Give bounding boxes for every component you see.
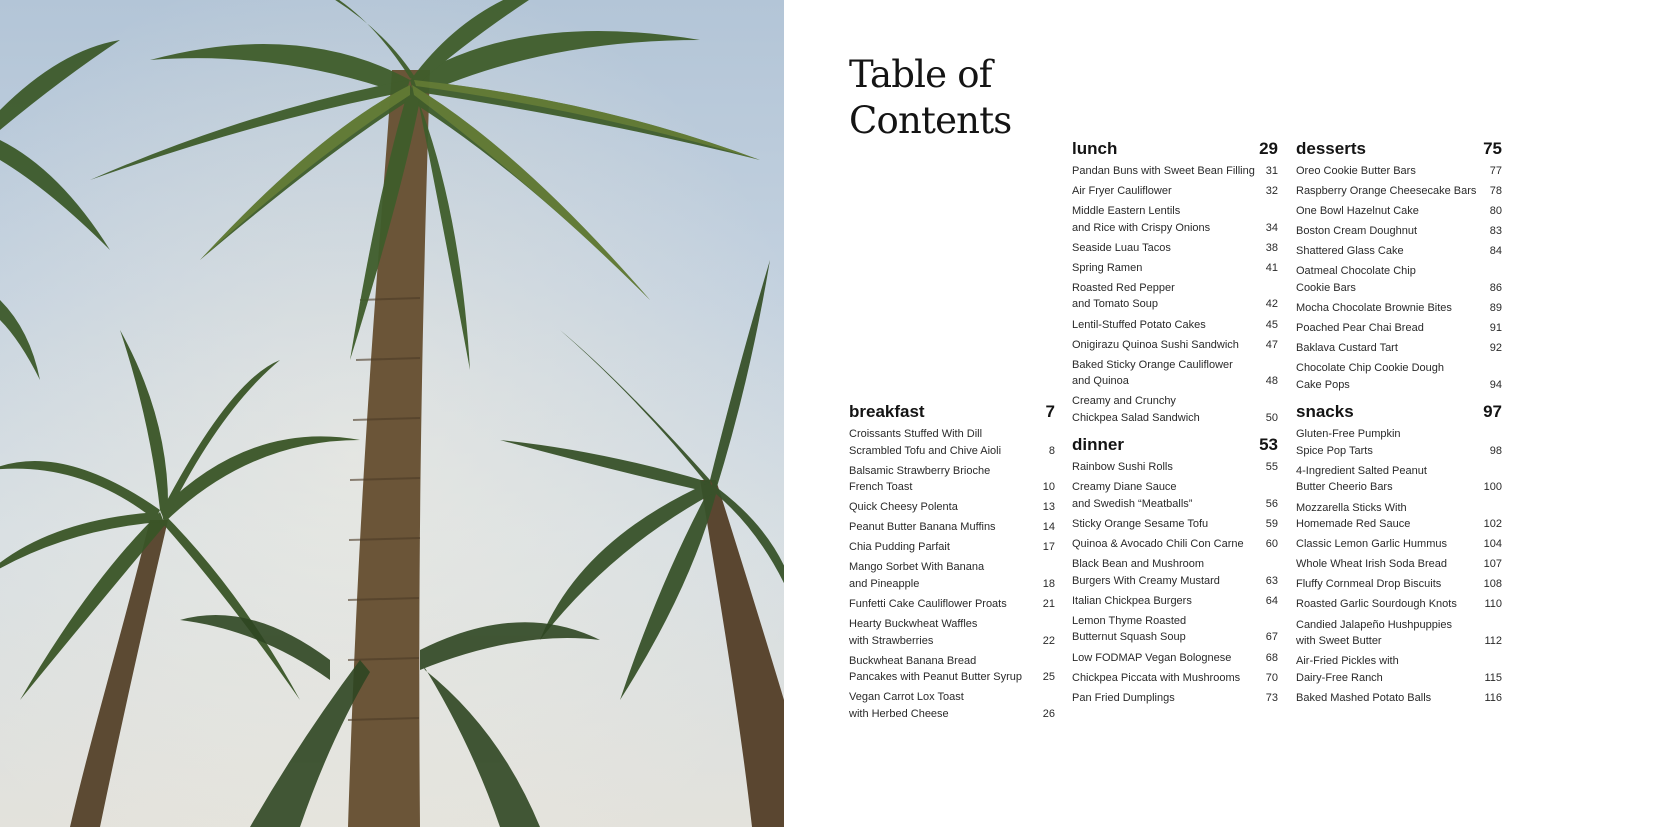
entry-page: 104 <box>1483 538 1502 551</box>
page-title <box>849 52 1011 144</box>
toc-entry[interactable] <box>849 539 1055 556</box>
section-title: dinner <box>1072 435 1124 455</box>
entry-page: 41 <box>1265 261 1278 274</box>
entry-page: 86 <box>1489 281 1502 294</box>
toc-entry[interactable] <box>1072 459 1278 476</box>
entry-page: 94 <box>1489 378 1502 391</box>
entry-page: 25 <box>1042 671 1055 684</box>
entry-page: 60 <box>1265 538 1278 551</box>
entry-page: 83 <box>1489 225 1502 238</box>
column-lunch-dinner <box>1072 137 1278 710</box>
toc-entry[interactable] <box>1072 593 1278 610</box>
entry-name: Buckwheat Banana Bread Pancakes with Peanut Butter Syrup <box>849 654 1023 684</box>
toc-entry[interactable] <box>849 653 1055 686</box>
entry-name: Quinoa & Avocado Chili Con Carne <box>1072 538 1244 551</box>
section-breakfast <box>849 400 1055 726</box>
entry-page: 108 <box>1483 578 1502 591</box>
toc-entry[interactable] <box>1072 613 1278 646</box>
entry-page: 67 <box>1265 631 1278 644</box>
entry-page: 110 <box>1484 598 1502 611</box>
entry-name: Hearty Buckwheat Waffles with Strawberries <box>849 618 978 647</box>
toc-entry[interactable] <box>849 463 1055 496</box>
section-heading <box>1072 433 1278 457</box>
toc-entry[interactable] <box>1072 260 1278 277</box>
entry-name: Chocolate Chip Cookie Dough Cake Pops <box>1296 362 1444 391</box>
toc-entry[interactable] <box>1296 223 1502 240</box>
toc-entry[interactable] <box>1296 576 1502 593</box>
toc-entry[interactable] <box>849 559 1055 592</box>
toc-entry[interactable] <box>1296 320 1502 337</box>
entry-name: Lemon Thyme Roasted Butternut Squash Soup <box>1072 614 1187 644</box>
entry-name: Air Fryer Cauliflower <box>1072 185 1172 198</box>
entry-page: 92 <box>1489 342 1502 355</box>
entry-page: 91 <box>1489 322 1502 335</box>
entry-page: 115 <box>1484 671 1502 684</box>
entry-name: Candied Jalapeño Hushpuppies with Sweet Butter <box>1296 618 1452 647</box>
entry-page: 34 <box>1265 221 1278 234</box>
entry-page: 59 <box>1265 518 1278 531</box>
entry-page: 80 <box>1489 205 1502 218</box>
toc-entry[interactable] <box>1296 426 1502 459</box>
toc-entry[interactable] <box>1296 500 1502 533</box>
entry-name: Rainbow Sushi Rolls <box>1072 461 1173 474</box>
toc-entry[interactable] <box>849 616 1055 649</box>
entry-page: 63 <box>1265 574 1278 587</box>
entry-name: Balsamic Strawberry Brioche French Toast <box>849 464 991 494</box>
entry-name: Gluten-Free Pumpkin Spice Pop Tarts <box>1296 428 1401 457</box>
toc-entry[interactable] <box>1072 183 1278 200</box>
entry-name: Roasted Garlic Sourdough Knots <box>1296 598 1457 611</box>
toc-entry[interactable] <box>1072 203 1278 236</box>
toc-entry[interactable] <box>849 499 1055 516</box>
entry-name: Croissants Stuffed With Dill Scrambled Tofu and Chive Aioli <box>849 428 1002 457</box>
entry-page: 10 <box>1042 481 1055 494</box>
entry-name: Roasted Red Pepper and Tomato Soup <box>1072 281 1175 311</box>
entry-name: Shattered Glass Cake <box>1296 245 1404 258</box>
toc-entry[interactable] <box>1296 263 1502 296</box>
entry-name: Mozzarella Sticks With Homemade Red Sauce <box>1296 501 1411 531</box>
entry-page: 14 <box>1042 521 1055 534</box>
entry-name: Boston Cream Doughnut <box>1296 225 1418 238</box>
entry-page: 73 <box>1265 691 1278 704</box>
entry-name: Creamy Diane Sauce and Swedish “Meatballs” <box>1072 481 1193 510</box>
section-title: breakfast <box>849 402 925 421</box>
entry-page: 98 <box>1489 444 1502 457</box>
entry-name: Baked Mashed Potato Balls <box>1296 691 1432 704</box>
entry-page: 55 <box>1265 461 1278 474</box>
toc-entry[interactable] <box>1296 653 1502 686</box>
entry-name: Chia Pudding Parfait <box>849 541 950 554</box>
toc-entry[interactable] <box>1296 690 1502 707</box>
toc-entry[interactable] <box>1072 337 1278 354</box>
entry-page: 22 <box>1042 634 1055 647</box>
entry-page: 48 <box>1265 375 1278 388</box>
entry-name: Mocha Chocolate Brownie Bites <box>1296 302 1452 315</box>
entry-name: Classic Lemon Garlic Hummus <box>1296 538 1447 551</box>
entry-name: Creamy and Crunchy Chickpea Salad Sandwich <box>1072 395 1200 424</box>
toc-entry[interactable] <box>1072 479 1278 512</box>
toc-entry[interactable] <box>1072 280 1278 313</box>
entry-page: 116 <box>1484 691 1502 704</box>
entry-name: Oreo Cookie Butter Bars <box>1296 165 1416 177</box>
toc-entry[interactable] <box>1296 556 1502 573</box>
toc-entry[interactable] <box>1296 163 1502 180</box>
entry-name: Italian Chickpea Burgers <box>1072 594 1192 607</box>
section-page: 97 <box>1483 402 1502 422</box>
entry-page: 50 <box>1265 411 1278 424</box>
toc-entry[interactable] <box>1296 360 1502 393</box>
entry-name: 4-Ingredient Salted Peanut Butter Cheerio Bars <box>1296 464 1427 494</box>
section-heading <box>1072 137 1278 161</box>
toc-entry[interactable] <box>1072 163 1278 180</box>
toc-entry[interactable] <box>1296 617 1502 650</box>
palm-trees-photo <box>0 0 784 827</box>
entry-name: Black Bean and Mushroom Burgers With Creamy Mustard <box>1072 558 1220 587</box>
entry-name: Quick Cheesy Polenta <box>849 501 958 514</box>
toc-entry[interactable] <box>1072 240 1278 257</box>
section-heading <box>1296 400 1502 424</box>
entry-name: Vegan Carrot Lox Toast with Herbed Cheese <box>849 691 964 720</box>
entry-page: 70 <box>1265 671 1278 684</box>
entry-page: 38 <box>1265 241 1278 254</box>
toc-entry[interactable] <box>1072 690 1278 707</box>
entry-name: One Bowl Hazelnut Cake <box>1296 205 1419 218</box>
entry-name: Baklava Custard Tart <box>1296 342 1398 355</box>
entry-page: 100 <box>1483 481 1502 494</box>
section-page: 29 <box>1259 139 1278 158</box>
toc-entry[interactable] <box>1296 300 1502 317</box>
section-heading <box>1296 137 1502 161</box>
toc-entry[interactable] <box>849 519 1055 536</box>
section-page: 7 <box>1045 402 1055 421</box>
toc-entry[interactable] <box>1072 556 1278 589</box>
section-page: 53 <box>1259 435 1278 455</box>
entry-name: Air-Fried Pickles with Dairy-Free Ranch <box>1296 655 1399 684</box>
entry-page: 31 <box>1265 165 1278 177</box>
toc-entry[interactable] <box>849 596 1055 613</box>
entry-name: Spring Ramen <box>1072 261 1143 274</box>
section-page: 75 <box>1483 139 1502 158</box>
section-title: desserts <box>1296 139 1366 158</box>
entry-page: 45 <box>1265 318 1278 331</box>
entry-page: 42 <box>1265 298 1278 311</box>
entry-page: 84 <box>1489 245 1502 258</box>
entry-name: Raspberry Orange Cheesecake Bars <box>1296 185 1477 198</box>
entry-name: Funfetti Cake Cauliflower Proats <box>849 598 1007 611</box>
entry-name: Low FODMAP Vegan Bolognese <box>1072 651 1232 664</box>
entry-page: 68 <box>1265 651 1278 664</box>
section-lunch <box>1072 137 1278 426</box>
toc-entry[interactable] <box>1072 650 1278 667</box>
entry-page: 17 <box>1042 541 1055 554</box>
entry-name: Pandan Buns with Sweet Bean Filling <box>1072 165 1255 177</box>
toc-entry[interactable] <box>1072 536 1278 553</box>
section-desserts <box>1296 137 1502 393</box>
entry-name: Fluffy Cornmeal Drop Biscuits <box>1296 578 1442 591</box>
entry-name: Seaside Luau Tacos <box>1072 241 1171 254</box>
toc-entry[interactable] <box>849 426 1055 459</box>
entry-name: Sticky Orange Sesame Tofu <box>1072 518 1209 531</box>
entry-page: 102 <box>1483 518 1502 531</box>
toc-entry[interactable] <box>1296 203 1502 220</box>
section-snacks <box>1296 400 1502 706</box>
entry-name: Poached Pear Chai Bread <box>1296 322 1424 335</box>
entry-page: 89 <box>1489 302 1502 315</box>
toc-entry[interactable] <box>1072 393 1278 426</box>
entry-name: Chickpea Piccata with Mushrooms <box>1072 671 1241 684</box>
entry-name: Whole Wheat Irish Soda Bread <box>1296 558 1448 571</box>
section-dinner <box>1072 433 1278 706</box>
toc-entry[interactable] <box>1296 243 1502 260</box>
entry-page: 21 <box>1042 598 1055 611</box>
toc-entry[interactable] <box>1072 516 1278 533</box>
entry-name: Lentil-Stuffed Potato Cakes <box>1072 318 1206 331</box>
entry-page: 56 <box>1265 497 1278 510</box>
section-title: snacks <box>1296 402 1354 422</box>
entry-page: 112 <box>1484 635 1502 647</box>
entry-name: Onigirazu Quinoa Sushi Sandwich <box>1072 338 1239 351</box>
entry-page: 32 <box>1265 185 1278 198</box>
toc-entry[interactable] <box>1072 317 1278 334</box>
column-desserts-snacks <box>1296 137 1502 710</box>
entry-page: 64 <box>1265 594 1278 607</box>
toc-entry[interactable] <box>1296 183 1502 200</box>
entry-page: 13 <box>1042 501 1055 514</box>
palm-trees-illustration <box>0 0 784 827</box>
title-line-2: Contents <box>849 99 1012 142</box>
entry-page: 47 <box>1265 338 1278 351</box>
toc-entry[interactable] <box>1296 340 1502 357</box>
entry-page: 8 <box>1048 444 1055 457</box>
entry-name: Oatmeal Chocolate Chip Cookie Bars <box>1296 265 1416 294</box>
toc-entry[interactable] <box>1296 596 1502 613</box>
entry-name: Baked Sticky Orange Cauliflower and Quinoa <box>1072 358 1233 388</box>
toc-entry[interactable] <box>1296 536 1502 553</box>
entry-page: 107 <box>1483 558 1502 571</box>
section-heading <box>849 400 1055 424</box>
title-line-1: Table of <box>849 53 992 96</box>
toc-entry[interactable] <box>1072 670 1278 687</box>
entry-name: Peanut Butter Banana Muffins <box>849 521 996 534</box>
entry-name: Middle Eastern Lentils and Rice with Crispy Onions <box>1072 205 1211 234</box>
entry-name: Mango Sorbet With Banana and Pineapple <box>849 561 985 590</box>
section-title: lunch <box>1072 139 1118 158</box>
entry-name: Pan Fried Dumplings <box>1072 691 1175 704</box>
entry-page: 78 <box>1489 185 1502 198</box>
toc-entry[interactable] <box>1296 463 1502 496</box>
toc-entry[interactable] <box>849 689 1055 722</box>
toc-entry[interactable] <box>1072 357 1278 390</box>
entry-page: 18 <box>1042 577 1055 590</box>
entry-page: 26 <box>1042 707 1055 720</box>
entry-page: 77 <box>1489 165 1502 177</box>
